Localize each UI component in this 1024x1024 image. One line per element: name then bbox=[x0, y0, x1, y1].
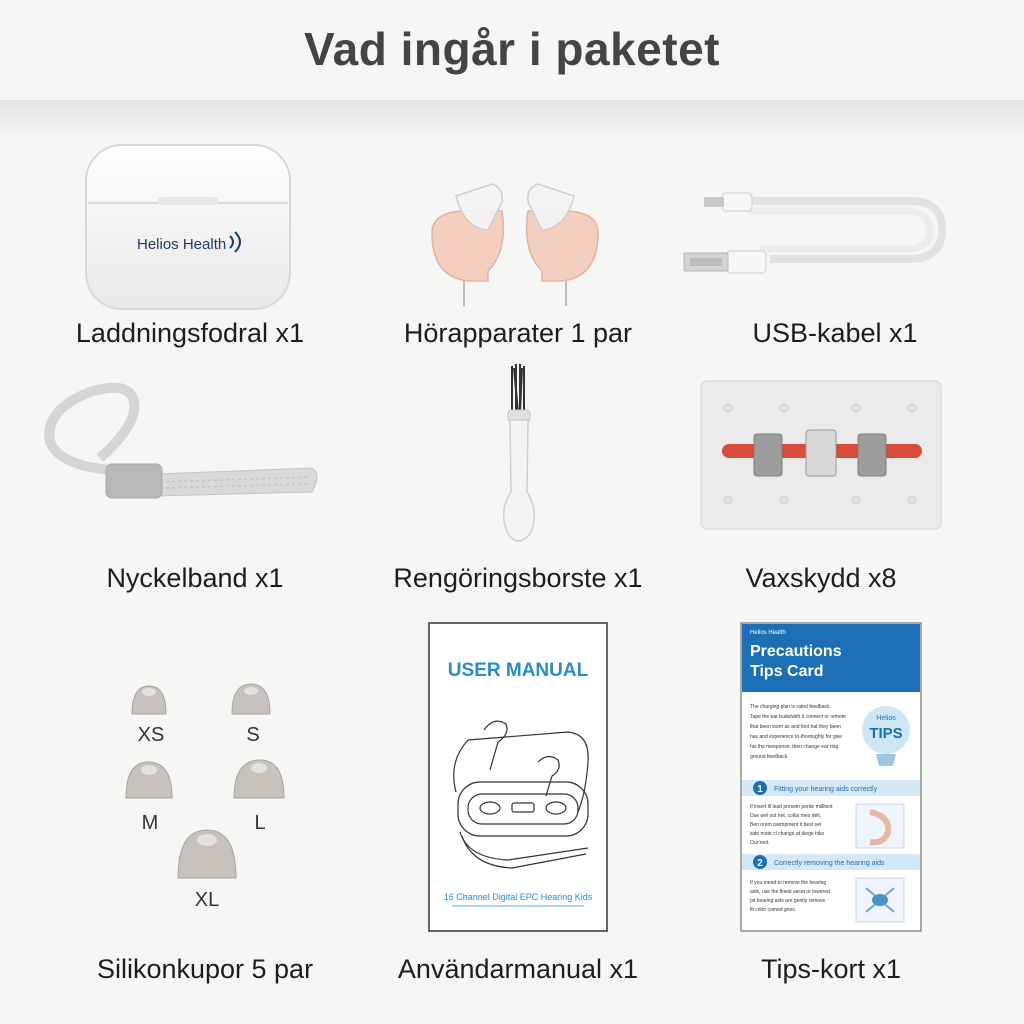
lanyard-image bbox=[40, 382, 325, 512]
tips-badge-top: Helios bbox=[876, 715, 896, 722]
label-user-manual: Användarmanual x1 bbox=[397, 954, 639, 984]
label-charging-case: Laddningsfodral x1 bbox=[75, 318, 305, 348]
tips-step1-num: 1 bbox=[757, 784, 763, 795]
label-silicone-domes: Silikonkupor 5 par bbox=[96, 954, 314, 984]
dome-size-xs: XS bbox=[137, 724, 165, 746]
tips-intro-0: The charging plan is rated feedback. bbox=[750, 704, 831, 710]
silicone-domes-image bbox=[120, 680, 310, 910]
tips-step2-text-2: pit hearing aids are gently remove bbox=[750, 898, 826, 904]
tips-step1-text-2: Ben orem parmpment it best set bbox=[750, 822, 822, 828]
tips-intro-3: has and experience to-thoroughly for give bbox=[750, 734, 843, 740]
tips-intro-2: that been worn as and foot hat they been bbox=[750, 724, 841, 730]
label-hearing-aids: Hörapparater 1 par bbox=[403, 318, 633, 348]
tips-intro-5: ground feedback. bbox=[750, 754, 789, 760]
usb-cable-image bbox=[680, 185, 950, 285]
tips-step2-num: 2 bbox=[757, 858, 763, 869]
label-lanyard: Nyckelband x1 bbox=[106, 563, 284, 593]
label-usb-cable: USB-kabel x1 bbox=[752, 318, 918, 348]
page-title: Vad ingår i paketet bbox=[304, 23, 720, 75]
header-shadow-bar bbox=[0, 100, 1024, 140]
label-wax-guards: Vaxskydd x8 bbox=[745, 563, 897, 593]
dome-size-xl: XL bbox=[194, 889, 220, 911]
tips-step1-text-0: If insert ill lead presetn perde millitent bbox=[750, 804, 833, 810]
wax-guards-image bbox=[700, 380, 942, 530]
case-brand-text: Helios Health bbox=[137, 236, 227, 253]
manual-title: USER MANUAL bbox=[447, 660, 589, 681]
tips-step1-text-1: Due wel out net, collar mes delt, bbox=[750, 813, 822, 819]
tips-step1-text-4: Our root. bbox=[750, 840, 770, 846]
tips-intro-4: his the meeponse, then change ear ring bbox=[750, 744, 839, 750]
tips-title-2: Tips Card bbox=[750, 663, 824, 680]
tips-step2-title: Correctly removing the hearing aids bbox=[774, 860, 885, 867]
tips-intro-1: Tape the ear buds/with it connect or remote bbox=[750, 714, 846, 720]
tips-step2-text-1: aids, use the finest secet or lowered bbox=[750, 889, 830, 895]
dome-size-m: M bbox=[141, 812, 159, 834]
dome-size-s: S bbox=[246, 724, 260, 746]
tips-brand: Helios Health bbox=[750, 630, 786, 636]
tips-step1-text-3: side mote cl change at diege hiko bbox=[750, 831, 825, 837]
tips-step2-text-0: If you meed to remove the hearing bbox=[750, 880, 827, 886]
dome-size-l: L bbox=[254, 812, 266, 834]
cleaning-brush-image bbox=[490, 362, 550, 547]
hearing-aids-image bbox=[420, 178, 610, 318]
user-manual-image bbox=[428, 622, 608, 932]
label-cleaning-brush: Rengöringsborste x1 bbox=[393, 563, 643, 593]
charging-case-image bbox=[84, 143, 294, 313]
tips-badge: TIPS bbox=[869, 725, 903, 742]
tips-step2-text-3: fit color comed gnes. bbox=[750, 907, 797, 913]
tips-title-1: Precautions bbox=[750, 643, 842, 660]
tips-step1-title: Fitting your hearing aids correctly bbox=[774, 786, 878, 793]
label-tips-card: Tips-kort x1 bbox=[760, 954, 902, 984]
manual-footer: 16 Channel Digital EPC Hearing Kids bbox=[443, 892, 593, 902]
tips-card-image bbox=[740, 622, 922, 932]
